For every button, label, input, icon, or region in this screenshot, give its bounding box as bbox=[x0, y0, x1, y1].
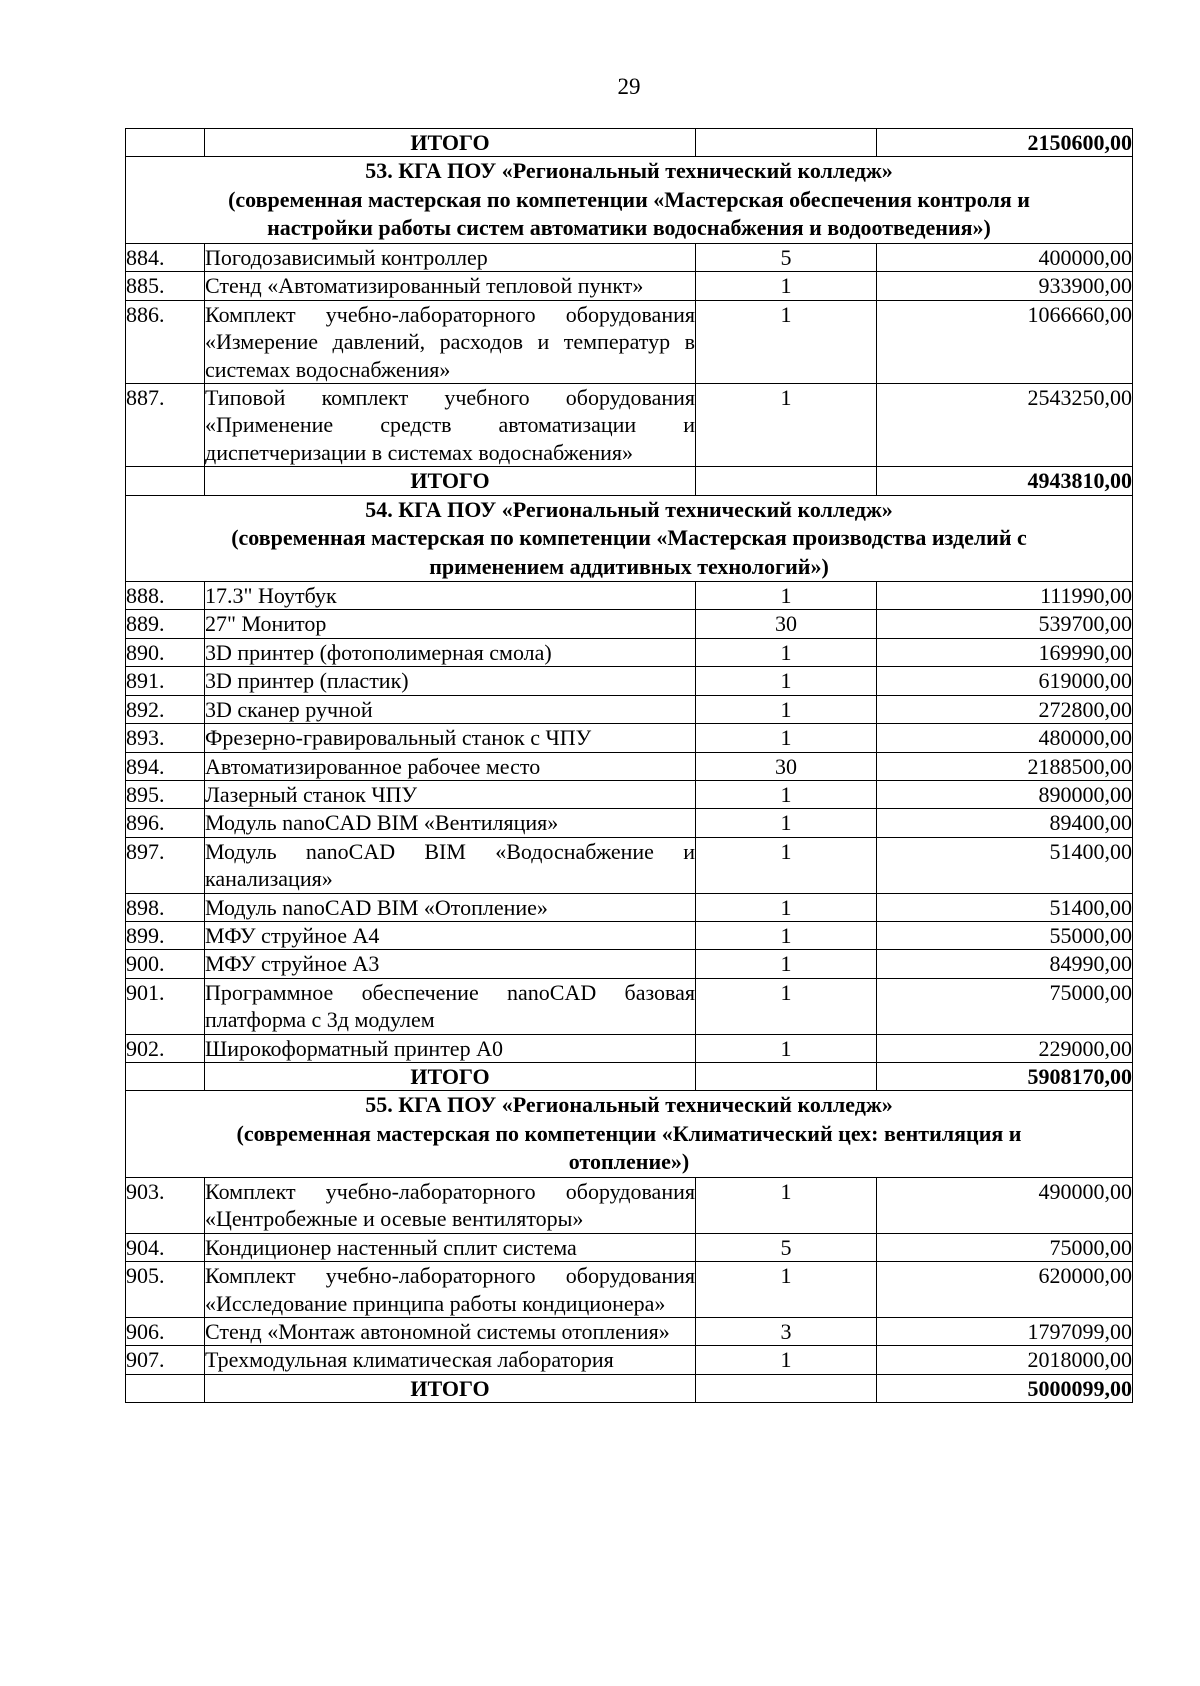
item-number: 900. bbox=[126, 950, 205, 978]
total-qty-cell bbox=[696, 129, 877, 157]
item-price: 229000,00 bbox=[877, 1034, 1133, 1062]
section-heading bbox=[126, 1091, 1133, 1178]
item-name: Лазерный станок ЧПУ bbox=[205, 780, 696, 808]
item-number: 902. bbox=[126, 1034, 205, 1062]
item-price: 51400,00 bbox=[877, 893, 1133, 921]
item-number: 894. bbox=[126, 752, 205, 780]
page-number: 29 bbox=[617, 74, 641, 99]
item-name: 27" Монитор bbox=[205, 610, 696, 638]
total-qty-cell bbox=[696, 1374, 877, 1402]
item-number: 895. bbox=[126, 780, 205, 808]
table-row bbox=[126, 921, 1133, 949]
total-num-cell bbox=[126, 467, 205, 495]
item-number: 899. bbox=[126, 921, 205, 949]
section-header-row bbox=[126, 157, 1133, 244]
item-number: 906. bbox=[126, 1317, 205, 1345]
item-quantity: 1 bbox=[696, 1262, 877, 1318]
item-price: 490000,00 bbox=[877, 1177, 1133, 1233]
table-row bbox=[126, 272, 1133, 300]
total-sum: 2150600,00 bbox=[877, 129, 1133, 157]
table-row bbox=[126, 383, 1133, 466]
item-quantity: 5 bbox=[696, 1233, 877, 1261]
section-subtitle: настройки работы систем автоматики водоснабжения и водоотведения») bbox=[267, 215, 991, 241]
item-price: 2188500,00 bbox=[877, 752, 1133, 780]
total-sum: 5908170,00 bbox=[877, 1062, 1133, 1090]
table-row bbox=[126, 724, 1133, 752]
item-quantity: 30 bbox=[696, 752, 877, 780]
item-price: 272800,00 bbox=[877, 695, 1133, 723]
item-name: Трехмодульная климатическая лаборатория bbox=[205, 1346, 696, 1374]
total-label: ИТОГО bbox=[205, 129, 696, 157]
item-quantity: 1 bbox=[696, 724, 877, 752]
total-label: ИТОГО bbox=[205, 1374, 696, 1402]
item-quantity: 1 bbox=[696, 582, 877, 610]
item-price: 2018000,00 bbox=[877, 1346, 1133, 1374]
total-row bbox=[126, 1374, 1133, 1402]
table-row bbox=[126, 300, 1133, 383]
item-price: 111990,00 bbox=[877, 582, 1133, 610]
item-name: МФУ струйное А4 bbox=[205, 921, 696, 949]
item-quantity: 1 bbox=[696, 638, 877, 666]
table-row bbox=[126, 1034, 1133, 1062]
item-price: 933900,00 bbox=[877, 272, 1133, 300]
equipment-table bbox=[125, 128, 1133, 1403]
table-row bbox=[126, 978, 1133, 1034]
item-number: 896. bbox=[126, 809, 205, 837]
section-title: 53. КГА ПОУ «Региональный технический колледж» bbox=[365, 158, 893, 184]
item-price: 75000,00 bbox=[877, 978, 1133, 1034]
total-qty-cell bbox=[696, 467, 877, 495]
section-title: 55. КГА ПОУ «Региональный технический колледж» bbox=[365, 1092, 893, 1118]
item-quantity: 1 bbox=[696, 837, 877, 893]
total-sum: 4943810,00 bbox=[877, 467, 1133, 495]
item-quantity: 30 bbox=[696, 610, 877, 638]
item-price: 2543250,00 bbox=[877, 383, 1133, 466]
total-num-cell bbox=[126, 1062, 205, 1090]
item-name: Модуль nanoCAD BIM «Водоснабжение и канализация» bbox=[205, 838, 695, 892]
item-number: 891. bbox=[126, 667, 205, 695]
total-row bbox=[126, 1062, 1133, 1090]
item-number: 903. bbox=[126, 1177, 205, 1233]
item-quantity: 5 bbox=[696, 243, 877, 271]
item-price: 1797099,00 bbox=[877, 1317, 1133, 1345]
table-row bbox=[126, 780, 1133, 808]
table-row bbox=[126, 243, 1133, 271]
item-number: 893. bbox=[126, 724, 205, 752]
item-name: Комплект учебно-лабораторного оборудования «Центробежные и осевые вентиляторы» bbox=[205, 1178, 695, 1232]
table-row bbox=[126, 1346, 1133, 1374]
section-subtitle: (современная мастерская по компетенции «Мастерская обеспечения контроля и bbox=[228, 186, 1030, 212]
section-title: 54. КГА ПОУ «Региональный технический колледж» bbox=[365, 496, 893, 522]
section-subtitle: отопление») bbox=[568, 1149, 690, 1175]
item-name: Типовой комплект учебного оборудования «Применение средств автоматизации и диспетчеризации в системах водоснабжения» bbox=[205, 384, 695, 465]
item-name: Фрезерно-гравировальный станок с ЧПУ bbox=[205, 724, 696, 752]
item-number: 901. bbox=[126, 978, 205, 1034]
item-name: Кондиционер настенный сплит система bbox=[205, 1233, 696, 1261]
item-name: Стенд «Автоматизированный тепловой пункт» bbox=[205, 272, 696, 300]
table-row bbox=[126, 582, 1133, 610]
table-row bbox=[126, 1233, 1133, 1261]
item-price: 620000,00 bbox=[877, 1262, 1133, 1318]
item-quantity: 1 bbox=[696, 667, 877, 695]
item-name: МФУ струйное А3 bbox=[205, 950, 696, 978]
table-row bbox=[126, 752, 1133, 780]
item-number: 905. bbox=[126, 1262, 205, 1318]
section-subtitle: (современная мастерская по компетенции «Климатический цех: вентиляция и bbox=[236, 1120, 1022, 1146]
table-row bbox=[126, 1262, 1133, 1318]
item-price: 84990,00 bbox=[877, 950, 1133, 978]
section-subtitle: (современная мастерская по компетенции «Мастерская производства изделий с bbox=[231, 525, 1027, 551]
table-row bbox=[126, 809, 1133, 837]
item-quantity: 1 bbox=[696, 921, 877, 949]
item-name: Стенд «Монтаж автономной системы отопления» bbox=[205, 1317, 696, 1345]
item-name: Модуль nanoCAD BIM «Вентиляция» bbox=[205, 809, 696, 837]
table-body bbox=[126, 129, 1133, 1403]
total-row bbox=[126, 467, 1133, 495]
item-quantity: 3 bbox=[696, 1317, 877, 1345]
item-quantity: 1 bbox=[696, 893, 877, 921]
table-row bbox=[126, 837, 1133, 893]
item-number: 898. bbox=[126, 893, 205, 921]
item-quantity: 1 bbox=[696, 1034, 877, 1062]
item-price: 619000,00 bbox=[877, 667, 1133, 695]
item-number: 886. bbox=[126, 300, 205, 383]
table-row bbox=[126, 667, 1133, 695]
item-number: 890. bbox=[126, 638, 205, 666]
item-price: 75000,00 bbox=[877, 1233, 1133, 1261]
item-price: 890000,00 bbox=[877, 780, 1133, 808]
total-label: ИТОГО bbox=[205, 1062, 696, 1090]
section-header-row bbox=[126, 1091, 1133, 1178]
item-quantity: 1 bbox=[696, 272, 877, 300]
total-qty-cell bbox=[696, 1062, 877, 1090]
item-name: Комплект учебно-лабораторного оборудования «Исследование принципа работы кондиционера» bbox=[205, 1263, 695, 1316]
item-quantity: 1 bbox=[696, 780, 877, 808]
total-num-cell bbox=[126, 129, 205, 157]
item-number: 904. bbox=[126, 1233, 205, 1261]
total-label: ИТОГО bbox=[205, 467, 696, 495]
item-price: 400000,00 bbox=[877, 243, 1133, 271]
item-name: Программное обеспечение nanoCAD базовая платформа с 3д модулем bbox=[205, 979, 695, 1033]
item-quantity: 1 bbox=[696, 300, 877, 383]
item-price: 89400,00 bbox=[877, 809, 1133, 837]
item-number: 897. bbox=[126, 837, 205, 893]
section-heading bbox=[126, 157, 1133, 244]
section-heading bbox=[126, 495, 1133, 582]
item-number: 888. bbox=[126, 582, 205, 610]
item-name: Погодозависимый контроллер bbox=[205, 243, 696, 271]
table-row bbox=[126, 1317, 1133, 1345]
item-number: 887. bbox=[126, 383, 205, 466]
section-subtitle: применением аддитивных технологий») bbox=[429, 553, 829, 579]
item-name: Автоматизированное рабочее место bbox=[205, 752, 696, 780]
item-price: 480000,00 bbox=[877, 724, 1133, 752]
item-name: 17.3" Ноутбук bbox=[205, 582, 696, 610]
item-quantity: 1 bbox=[696, 978, 877, 1034]
item-price: 55000,00 bbox=[877, 921, 1133, 949]
total-row bbox=[126, 129, 1133, 157]
item-name: Комплект учебно-лабораторного оборудования «Измерение давлений, расходов и температур в системах водоснабжения» bbox=[205, 301, 695, 382]
section-header-row bbox=[126, 495, 1133, 582]
item-price: 539700,00 bbox=[877, 610, 1133, 638]
item-number: 889. bbox=[126, 610, 205, 638]
item-number: 885. bbox=[126, 272, 205, 300]
item-number: 907. bbox=[126, 1346, 205, 1374]
item-name: 3D сканер ручной bbox=[205, 695, 696, 723]
total-num-cell bbox=[126, 1374, 205, 1402]
item-name: Модуль nanoCAD BIM «Отопление» bbox=[205, 893, 696, 921]
item-number: 884. bbox=[126, 243, 205, 271]
table-row bbox=[126, 638, 1133, 666]
table-row bbox=[126, 893, 1133, 921]
item-number: 892. bbox=[126, 695, 205, 723]
item-name: 3D принтер (пластик) bbox=[205, 667, 696, 695]
item-quantity: 1 bbox=[696, 1346, 877, 1374]
item-price: 51400,00 bbox=[877, 837, 1133, 893]
item-quantity: 1 bbox=[696, 1177, 877, 1233]
table-row bbox=[126, 1177, 1133, 1233]
item-name: 3D принтер (фотополимерная смола) bbox=[205, 638, 696, 666]
item-price: 1066660,00 bbox=[877, 300, 1133, 383]
item-quantity: 1 bbox=[696, 383, 877, 466]
item-name: Широкоформатный принтер А0 bbox=[205, 1034, 696, 1062]
table-row bbox=[126, 610, 1133, 638]
item-price: 169990,00 bbox=[877, 638, 1133, 666]
table-row bbox=[126, 695, 1133, 723]
item-quantity: 1 bbox=[696, 695, 877, 723]
total-sum: 5000099,00 bbox=[877, 1374, 1133, 1402]
item-quantity: 1 bbox=[696, 809, 877, 837]
table-row bbox=[126, 950, 1133, 978]
item-quantity: 1 bbox=[696, 950, 877, 978]
